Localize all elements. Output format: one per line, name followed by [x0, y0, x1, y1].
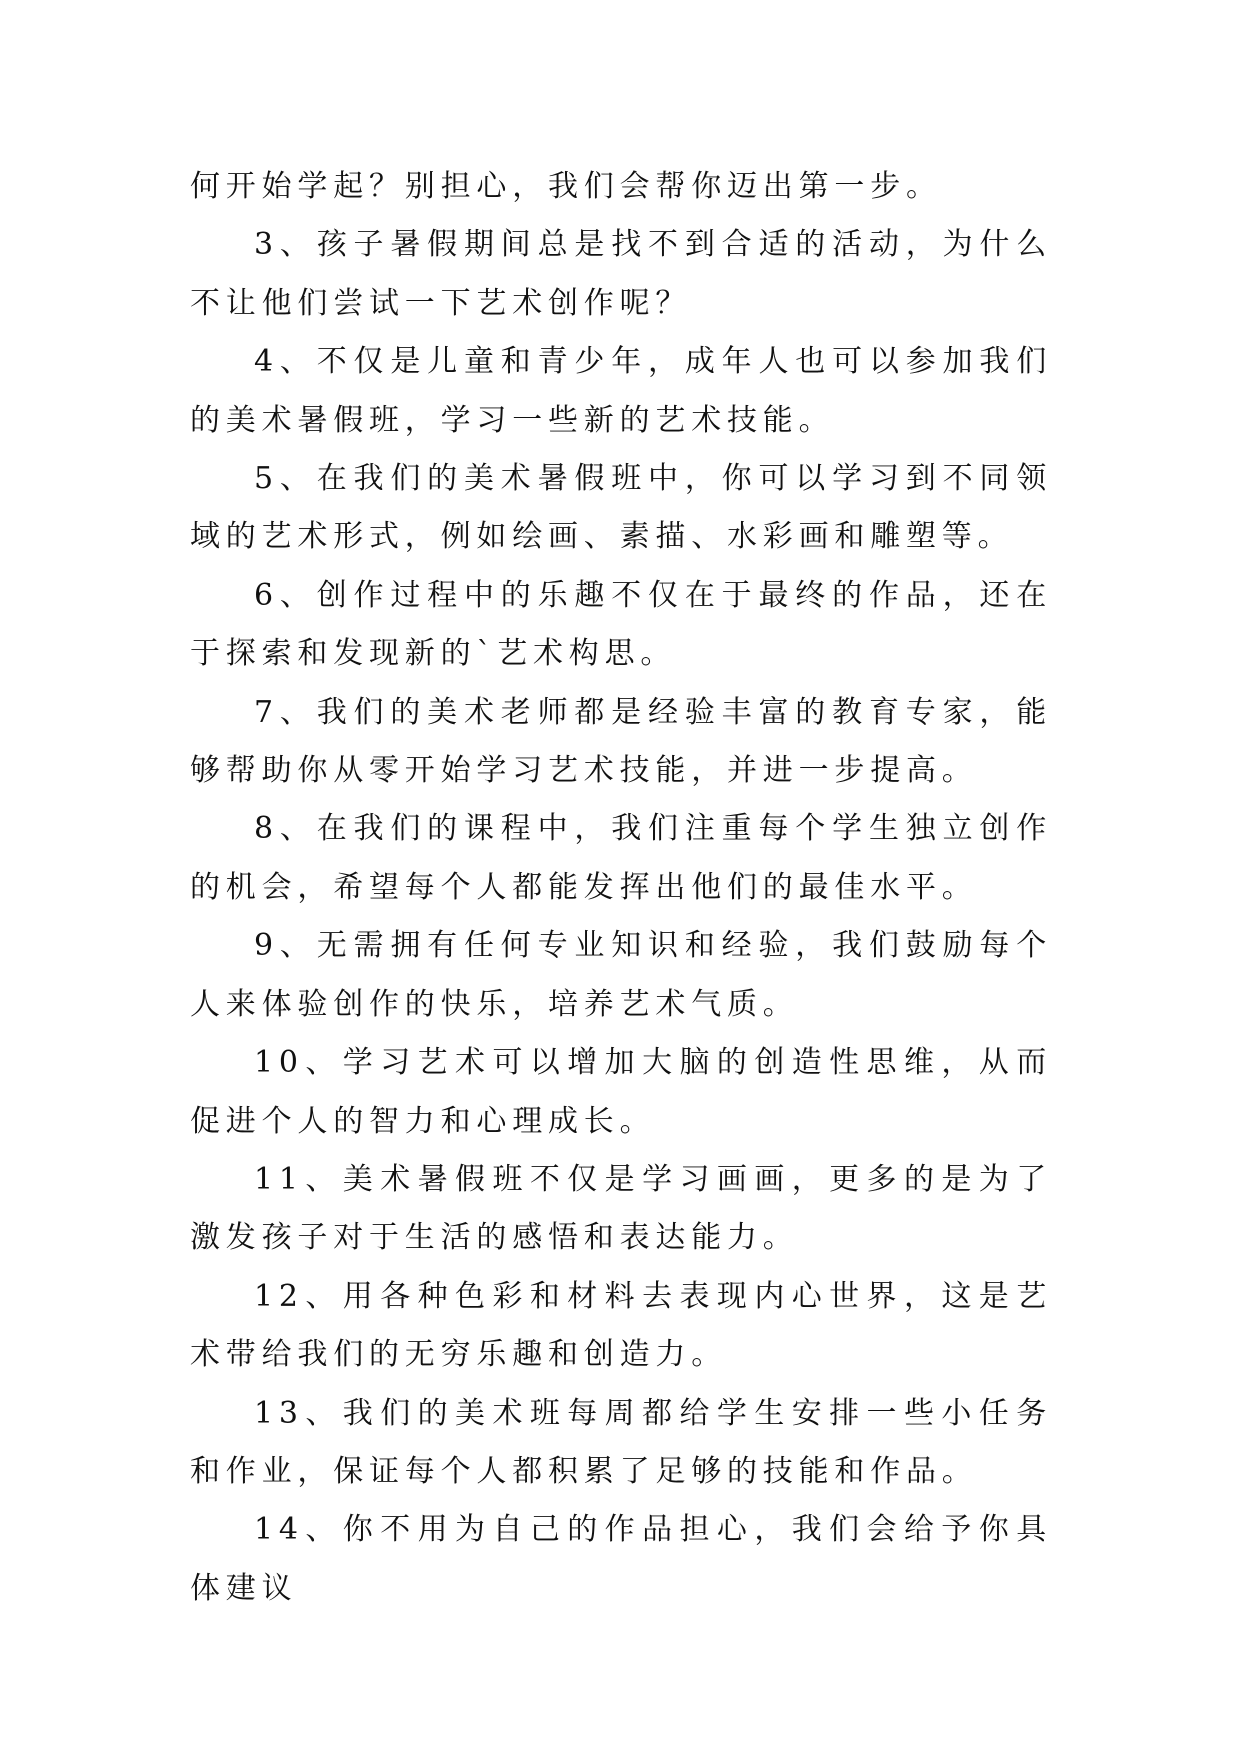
paragraph: 6、创作过程中的乐趣不仅在于最终的作品，还在于探索和发现新的`艺术构思。	[190, 577, 1052, 672]
paragraph: 12、用各种色彩和材料去表现内心世界，这是艺术带给我们的无穷乐趣和创造力。	[190, 1278, 1052, 1373]
paragraph: 7、我们的美术老师都是经验丰富的教育专家，能够帮助你从零开始学习艺术技能，并进一步提高。	[190, 694, 1052, 789]
paragraph: 11、美术暑假班不仅是学习画画，更多的是为了激发孩子对于生活的感悟和表达能力。	[190, 1161, 1052, 1256]
paragraph: 5、在我们的美术暑假班中，你可以学习到不同领域的艺术形式，例如绘画、素描、水彩画和雕塑等。	[190, 461, 1052, 555]
document-body	[190, 158, 1052, 1618]
paragraph: 3、孩子暑假期间总是找不到合适的活动，为什么不让他们尝试一下艺术创作呢？	[190, 227, 1052, 321]
paragraph: 8、在我们的课程中，我们注重每个学生独立创作的机会，希望每个人都能发挥出他们的最佳水平。	[190, 811, 1052, 905]
paragraph: 14、你不用为自己的作品担心，我们会给予你具体建议	[190, 1512, 1052, 1606]
paragraph: 何开始学起？别担心，我们会帮你迈出第一步。	[190, 169, 942, 204]
paragraph: 10、学习艺术可以增加大脑的创造性思维，从而促进个人的智力和心理成长。	[190, 1045, 1052, 1139]
paragraph: 9、无需拥有任何专业知识和经验，我们鼓励每个人来体验创作的快乐，培养艺术气质。	[190, 928, 1052, 1022]
paragraph: 13、我们的美术班每周都给学生安排一些小任务和作业，保证每个人都积累了足够的技能和作品。	[190, 1395, 1052, 1489]
paragraph: 4、不仅是儿童和青少年，成年人也可以参加我们的美术暑假班，学习一些新的艺术技能。	[190, 344, 1052, 438]
